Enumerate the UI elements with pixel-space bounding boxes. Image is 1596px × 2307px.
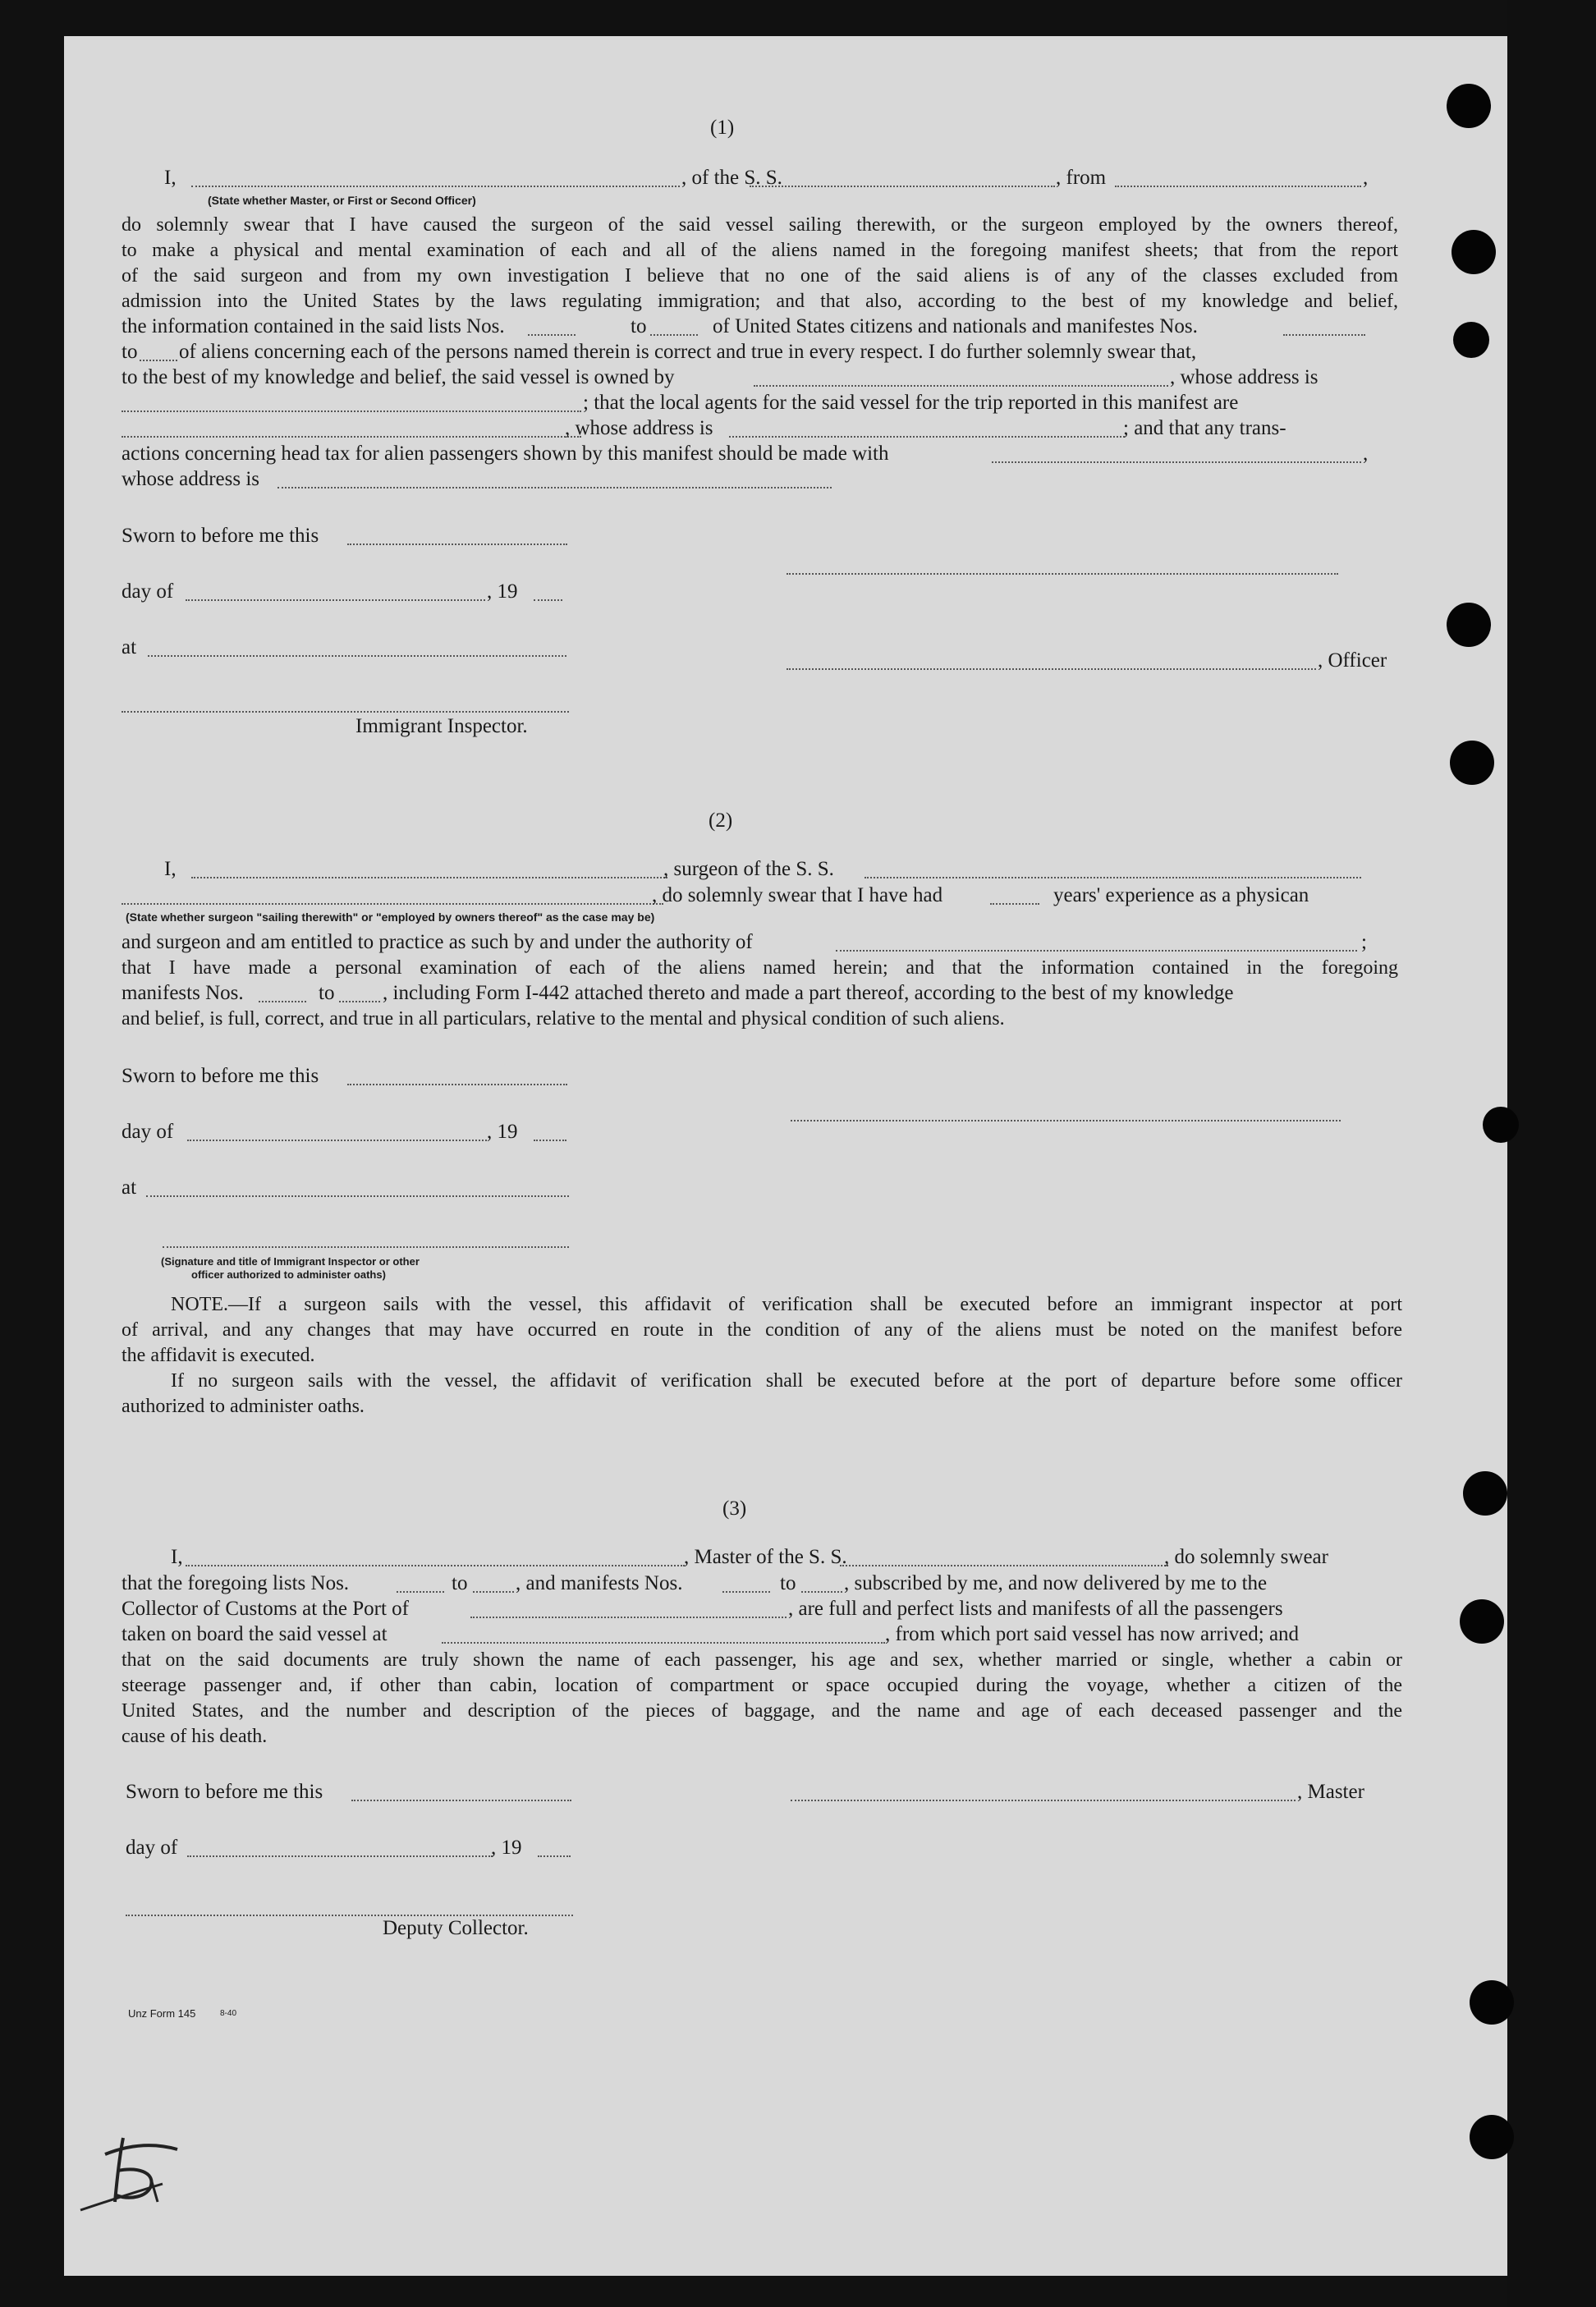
s1-line-10b: , [1363, 443, 1369, 465]
handwritten-initials [72, 2121, 204, 2212]
punch-hole [1450, 741, 1494, 785]
s1-line-9a: , whose address is [565, 417, 713, 439]
s1-officer-name-field[interactable] [191, 186, 680, 187]
s1-inspector: Immigrant Inspector. [355, 715, 528, 737]
s3-master-name-field[interactable] [186, 1565, 685, 1566]
s1-line-11: whose address is [122, 468, 260, 490]
s3-port-field[interactable] [470, 1617, 787, 1618]
s3-sworn-field[interactable] [351, 1800, 571, 1801]
s1-year-field[interactable] [534, 599, 562, 601]
punch-hole [1452, 230, 1496, 274]
s3-intro-i: I, [171, 1546, 183, 1568]
section-1-number: (1) [710, 117, 735, 139]
s2-signature-note-2: officer authorized to administer oaths) [191, 1268, 386, 1281]
s2-line-3b: ; [1361, 931, 1367, 953]
s2-years-field[interactable] [990, 903, 1039, 905]
s2-intro-i: I, [164, 858, 177, 880]
s1-line-2: to make a physical and mental examination of each and all of the aliens named in the foregoing manifest sheets; that from the report [122, 240, 1398, 261]
s2-note-end: the affidavit is executed. [122, 1345, 315, 1366]
s2-line-5a: manifests Nos. [122, 982, 244, 1004]
s1-from-end: , [1363, 167, 1369, 189]
s2-sworn: Sworn to before me this [122, 1065, 319, 1087]
s1-head-tax-field[interactable] [992, 461, 1361, 463]
s1-line-1: do solemnly swear that I have caused the surgeon of the said vessel sailing therewith, or the surgeon employed by the owners thereof, [122, 214, 1398, 236]
s1-sworn-field[interactable] [347, 543, 567, 545]
s1-of-the-ss: , of the S. S. [681, 167, 782, 189]
s3-line-end: cause of his death. [122, 1726, 268, 1747]
s3-line-4b: , from which port said vessel has now arrived; and [885, 1623, 1300, 1645]
form-number: Unz Form 145 [128, 2007, 196, 2020]
s1-line-8: ; that the local agents for the said vessel for the trip reported in this manifest are [583, 392, 1239, 414]
s1-year: , 19 [487, 580, 518, 603]
s1-lists-to-field[interactable] [650, 334, 698, 336]
s2-year: , 19 [487, 1121, 518, 1143]
s1-at-field[interactable] [148, 655, 566, 657]
s1-at: at [122, 636, 137, 658]
s1-line-10a: actions concerning head tax for alien passengers shown by this manifest should be made with [122, 443, 889, 465]
punch-hole [1460, 1599, 1504, 1644]
s2-note-line-2: of arrival, and any changes that may have occurred en route in the condition of any of the aliens must be noted on the manifest before [122, 1319, 1402, 1341]
s3-master-signature-field[interactable] [791, 1800, 1296, 1801]
s1-manifests-to-field[interactable] [140, 360, 177, 361]
s3-deputy: Deputy Collector. [383, 1917, 529, 1939]
s1-intro-i: I, [164, 167, 177, 189]
s1-line-9b: ; and that any trans- [1123, 417, 1286, 439]
s3-manifests-to-field[interactable] [801, 1591, 842, 1593]
s2-day-of: day of [122, 1121, 174, 1143]
s3-line-5: that on the said documents are truly shown the name of each passenger, his age and sex, whether married or single, whether a cabin or [122, 1649, 1402, 1671]
s3-swear: , do solemnly swear [1164, 1546, 1328, 1568]
s3-line-3b: , are full and perfect lists and manifests of all the passengers [788, 1598, 1283, 1620]
s1-lists-from-field[interactable] [528, 334, 576, 336]
s2-note2-line-1: If no surgeon sails with the vessel, the affidavit of verification shall be executed before at the port of departure before some officer [171, 1370, 1402, 1392]
s3-year-field[interactable] [538, 1855, 571, 1857]
s2-at-field[interactable] [146, 1195, 569, 1197]
s1-signature-field[interactable] [787, 573, 1338, 575]
s2-inspector-field[interactable] [163, 1246, 569, 1248]
s3-line-4a: taken on board the said vessel at [122, 1623, 388, 1645]
s2-line-5c: , including Form I-442 attached thereto and made a part thereof, according to the best of my knowledge [383, 982, 1234, 1004]
s1-line-5b: to [631, 315, 647, 337]
s1-agents-field[interactable] [122, 436, 581, 438]
s1-line-3: of the said surgeon and from my own investigation I believe that no one of the said aliens is of any of the classes excluded from [122, 265, 1398, 287]
s3-line-3a: Collector of Customs at the Port of [122, 1598, 409, 1620]
s2-at: at [122, 1176, 137, 1199]
s2-manifests-to-field[interactable] [339, 1001, 380, 1002]
s1-officer-note: (State whether Master, or First or Second Officer) [208, 194, 476, 207]
s1-sworn: Sworn to before me this [122, 525, 319, 547]
s1-line-7b: , whose address is [1170, 366, 1319, 388]
s1-head-tax-address-field[interactable] [277, 487, 832, 488]
s1-officer-field[interactable] [787, 668, 1316, 670]
section-3-number: (3) [722, 1497, 747, 1520]
punch-hole [1470, 2115, 1514, 2159]
s3-taken-at-field[interactable] [442, 1642, 885, 1644]
s1-line-4: admission into the United States by the laws regulating immigration; and that also, according to the best of my knowledge and belief, [122, 291, 1398, 312]
s1-from-field[interactable] [1115, 186, 1361, 187]
s1-officer: , Officer [1318, 649, 1387, 672]
s1-line-6b: of aliens concerning each of the persons named therein is correct and true in every respect. I do further solemnly swear that, [179, 341, 1197, 363]
s1-manifests-from-field[interactable] [1283, 334, 1365, 336]
s1-from: , from [1056, 167, 1107, 189]
s3-day-of: day of [126, 1837, 178, 1859]
s3-line-2d: to [780, 1572, 796, 1594]
s1-day-of: day of [122, 580, 174, 603]
page-edge-shadow [1507, 0, 1596, 2307]
s3-line-2b: to [452, 1572, 468, 1594]
s3-line-2a: that the foregoing lists Nos. [122, 1572, 350, 1594]
s2-manifests-from-field[interactable] [259, 1001, 306, 1002]
s2-surgeon-note: (State whether surgeon "sailing therewith" or "employed by owners thereof" as the case may be) [126, 910, 655, 924]
punch-hole [1447, 603, 1491, 647]
s3-day-field[interactable] [187, 1855, 493, 1857]
s1-owner-field[interactable] [754, 385, 1168, 387]
s1-line-5a: the information contained in the said lists Nos. [122, 315, 505, 337]
s1-day-field[interactable] [186, 599, 485, 601]
s2-signature-note-1: (Signature and title of Immigrant Inspector or other [161, 1255, 420, 1268]
s3-year: , 19 [491, 1837, 522, 1859]
s1-line-7a: to the best of my knowledge and belief, the said vessel is owned by [122, 366, 675, 388]
s2-line-2a: , do solemnly swear that I have had [652, 884, 943, 906]
s3-line-6: steerage passenger and, if other than cabin, location of compartment or space occupied during the voyage, whether a citizen of the [122, 1675, 1402, 1696]
s3-vessel-field[interactable] [840, 1565, 1168, 1566]
s2-line-5b: to [319, 982, 335, 1004]
s3-lists-from-field[interactable] [397, 1591, 444, 1593]
s2-year-field[interactable] [534, 1140, 566, 1141]
s2-signature-field[interactable] [791, 1120, 1341, 1121]
s1-inspector-field[interactable] [122, 711, 569, 713]
s2-line-4: that I have made a personal examination of each of the aliens named herein; and that the information contained in the foregoing [122, 957, 1398, 979]
punch-hole [1453, 322, 1489, 358]
s2-authority-field[interactable] [836, 950, 1357, 952]
s1-owner-address-field[interactable] [122, 410, 581, 412]
punch-hole [1447, 84, 1491, 128]
section-2-number: (2) [709, 810, 733, 832]
s2-note-line-1: NOTE.—If a surgeon sails with the vessel, this affidavit of verification shall be executed before an immigrant inspector at port [171, 1294, 1402, 1315]
s2-surgeon-of: , surgeon of the S. S. [663, 858, 834, 880]
s3-lists-to-field[interactable] [473, 1591, 514, 1593]
s2-vessel-field[interactable] [864, 877, 1361, 878]
form-code: 8-40 [220, 2009, 237, 2018]
s2-surgeon-name-field[interactable] [191, 877, 667, 878]
s2-day-field[interactable] [187, 1140, 487, 1141]
punch-hole [1470, 1980, 1514, 2025]
punch-hole [1463, 1471, 1507, 1516]
s2-line-2b: years' experience as a physican [1053, 884, 1309, 906]
manifest-affidavit-page [64, 36, 1542, 2276]
s3-master: , Master [1297, 1781, 1364, 1803]
s3-manifests-from-field[interactable] [722, 1591, 770, 1593]
punch-hole [1483, 1107, 1519, 1143]
s3-line-7: United States, and the number and description of the pieces of baggage, and the name and age of each deceased passenger and the [122, 1700, 1402, 1722]
s2-line-6: and belief, is full, correct, and true in all particulars, relative to the mental and physical condition of such aliens. [122, 1008, 1005, 1030]
s1-vessel-name-field[interactable] [750, 186, 1055, 187]
s2-note2-line-2: authorized to administer oaths. [122, 1396, 365, 1417]
s1-agents-address-field[interactable] [729, 436, 1125, 438]
s3-master-of: , Master of the S. S. [684, 1546, 847, 1568]
s3-line-2e: , subscribed by me, and now delivered by me to the [844, 1572, 1268, 1594]
s2-sworn-field[interactable] [347, 1084, 567, 1085]
s3-sworn: Sworn to before me this [126, 1781, 323, 1803]
s2-line-3a: and surgeon and am entitled to practice as such by and under the authority of [122, 931, 753, 953]
s1-line-5c: of United States citizens and nationals and manifestes Nos. [713, 315, 1198, 337]
s1-line-6a: to [122, 341, 138, 363]
s3-line-2c: , and manifests Nos. [516, 1572, 683, 1594]
